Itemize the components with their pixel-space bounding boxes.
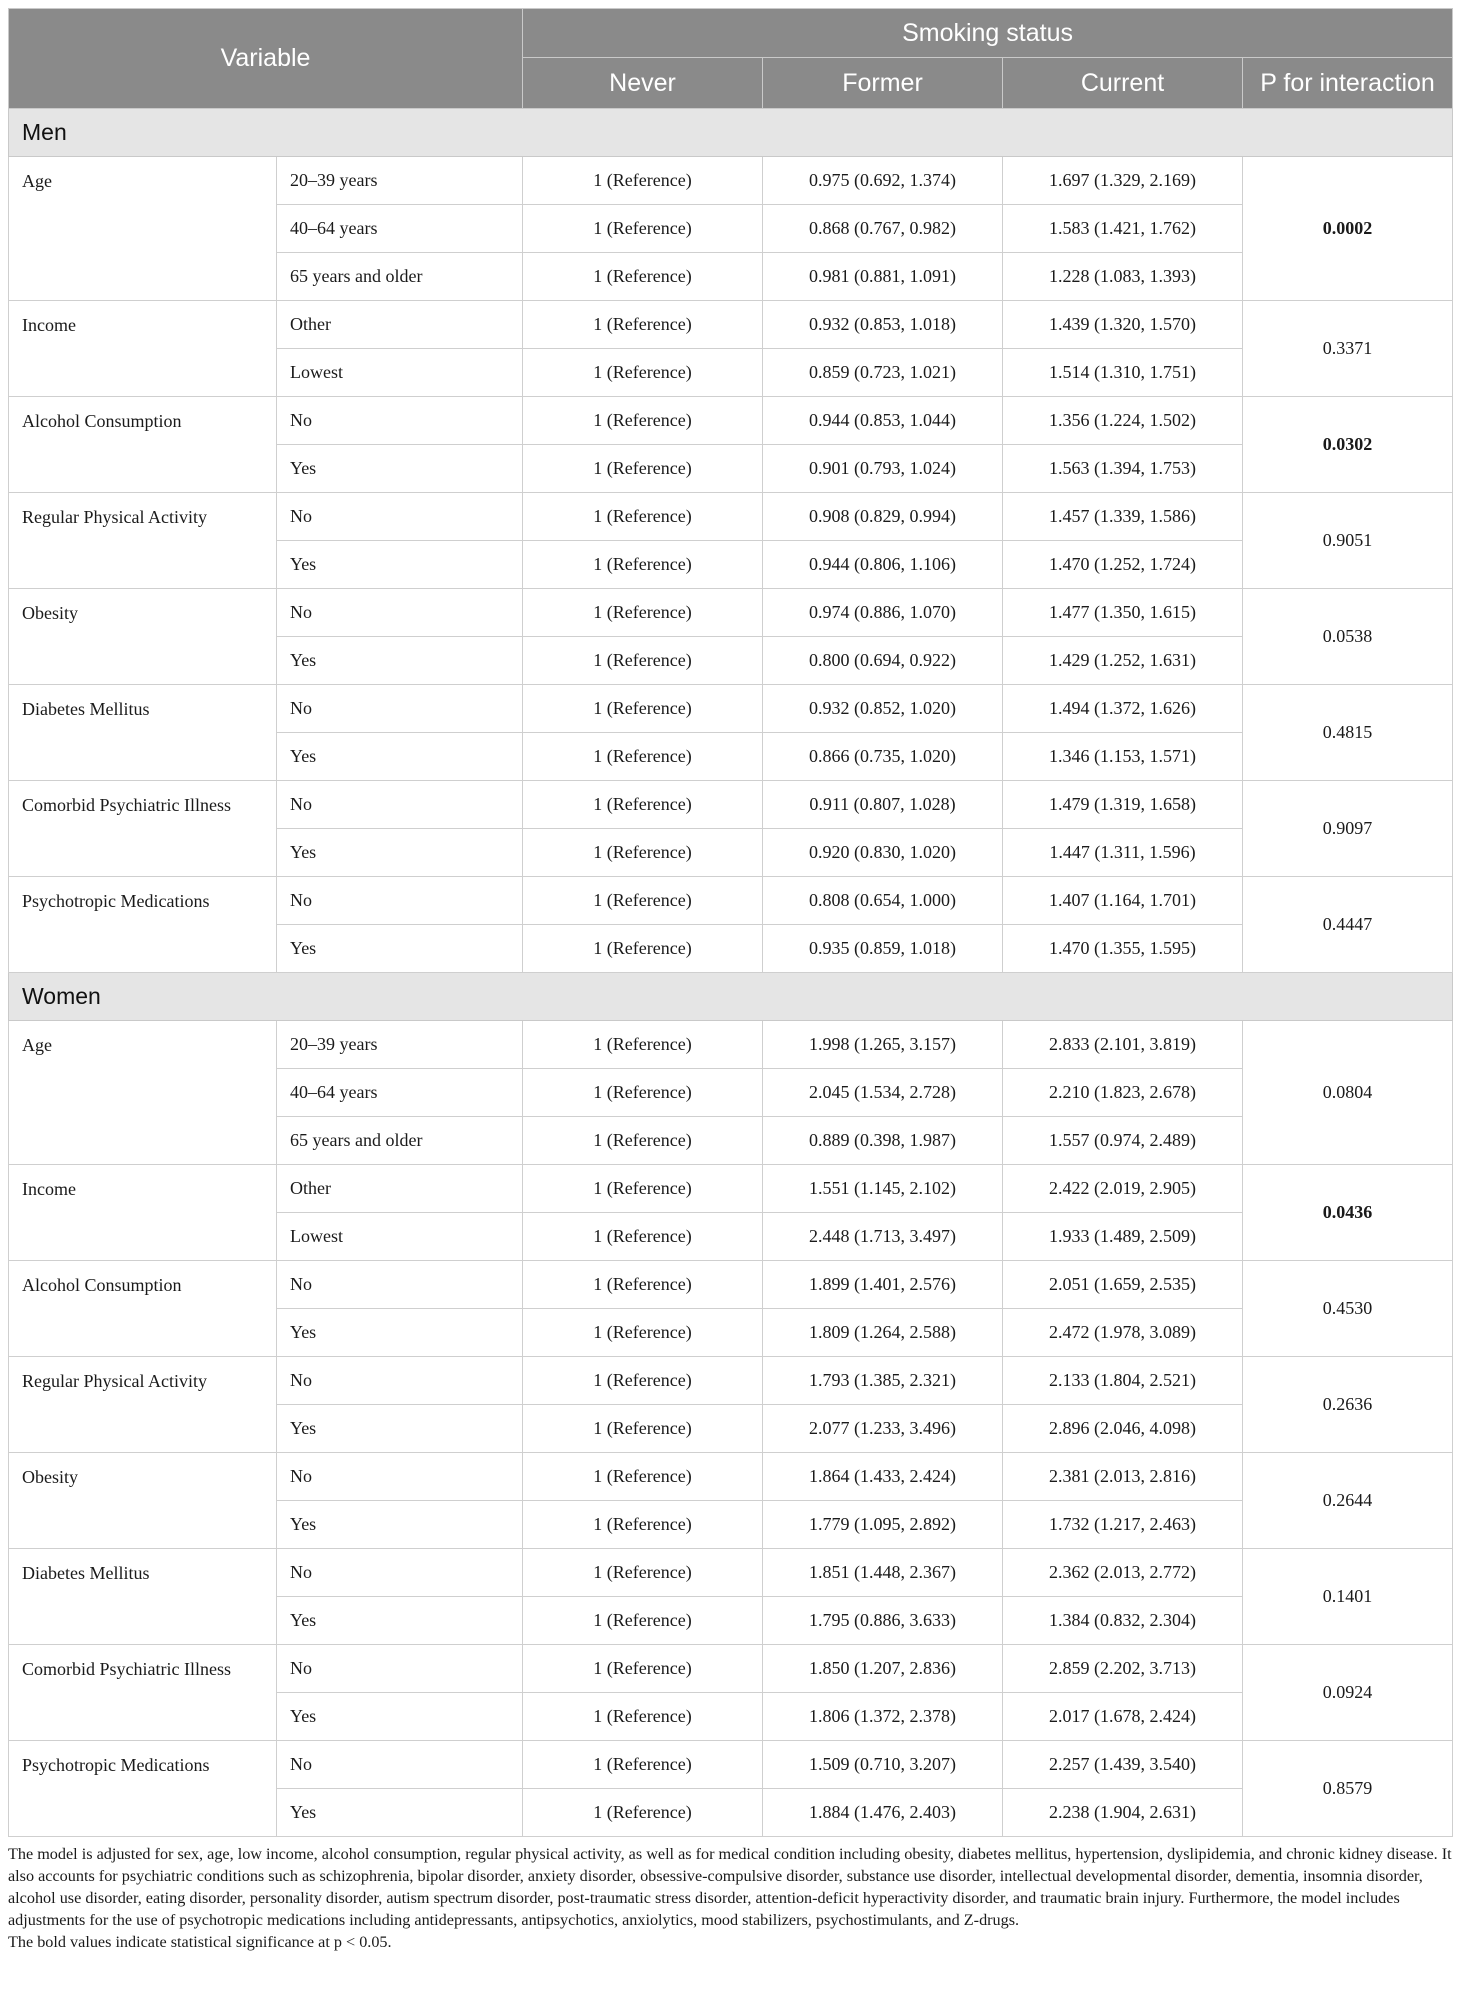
never-value: 1 (Reference) [523, 1789, 763, 1837]
level-label: Lowest [277, 1213, 523, 1261]
level-label: Yes [277, 1789, 523, 1837]
section-title: Men [9, 109, 1453, 157]
current-value: 1.384 (0.832, 2.304) [1003, 1597, 1243, 1645]
current-value: 2.859 (2.202, 3.713) [1003, 1645, 1243, 1693]
p-interaction-value: 0.9097 [1243, 781, 1453, 877]
current-value: 2.133 (1.804, 2.521) [1003, 1357, 1243, 1405]
footnote-adjustment: The model is adjusted for sex, age, low income, alcohol consumption, regular physical activity, as well as for medical condition including obesity, diabetes mellitus, hypertension, dyslipidemia, and chronic kidney disease. It also accounts for psychiatric conditions such as schizophrenia, bipolar disorder, anxiety disorder, obsessive-compulsive disorder, substance use disorder, intellectual developmental disorder, dementia, insomnia disorder, alcohol use disorder, eating disorder, personality disorder, autism spectrum disorder, post-traumatic stress disorder, attention-deficit hyperactivity disorder, and traumatic brain injury. Furthermore, the model includes adjustments for the use of psychotropic medications including antidepressants, antipsychotics, anxiolytics, mood stabilizers, psychostimulants, and Z-drugs. [8, 1845, 1452, 1929]
former-value: 0.944 (0.853, 1.044) [763, 397, 1003, 445]
never-value: 1 (Reference) [523, 541, 763, 589]
level-label: Yes [277, 541, 523, 589]
level-label: Other [277, 1165, 523, 1213]
level-label: No [277, 1645, 523, 1693]
level-label: No [277, 493, 523, 541]
current-value: 1.557 (0.974, 2.489) [1003, 1117, 1243, 1165]
table-row [9, 1453, 1453, 1501]
never-value: 1 (Reference) [523, 589, 763, 637]
never-value: 1 (Reference) [523, 1261, 763, 1309]
level-label: No [277, 1741, 523, 1789]
level-label: Yes [277, 1309, 523, 1357]
table-row [9, 1165, 1453, 1213]
table-row [9, 1549, 1453, 1597]
never-value: 1 (Reference) [523, 829, 763, 877]
variable-name: Alcohol Consumption [9, 1261, 277, 1357]
level-label: 65 years and older [277, 1117, 523, 1165]
never-value: 1 (Reference) [523, 733, 763, 781]
former-value: 1.809 (1.264, 2.588) [763, 1309, 1003, 1357]
level-label: No [277, 1261, 523, 1309]
never-value: 1 (Reference) [523, 445, 763, 493]
current-value: 2.896 (2.046, 4.098) [1003, 1405, 1243, 1453]
table-row [9, 1357, 1453, 1405]
table-row [9, 1741, 1453, 1789]
level-label: Yes [277, 1597, 523, 1645]
current-value: 1.356 (1.224, 1.502) [1003, 397, 1243, 445]
variable-name: Comorbid Psychiatric Illness [9, 781, 277, 877]
p-interaction-value: 0.3371 [1243, 301, 1453, 397]
results-table-container [8, 8, 1452, 1953]
former-value: 2.077 (1.233, 3.496) [763, 1405, 1003, 1453]
level-label: Other [277, 301, 523, 349]
former-value: 1.779 (1.095, 2.892) [763, 1501, 1003, 1549]
never-value: 1 (Reference) [523, 397, 763, 445]
p-interaction-value: 0.4815 [1243, 685, 1453, 781]
current-value: 1.439 (1.320, 1.570) [1003, 301, 1243, 349]
former-value: 1.551 (1.145, 2.102) [763, 1165, 1003, 1213]
variable-name: Obesity [9, 589, 277, 685]
former-value: 0.932 (0.853, 1.018) [763, 301, 1003, 349]
former-value: 2.045 (1.534, 2.728) [763, 1069, 1003, 1117]
p-interaction-value: 0.0302 [1243, 397, 1453, 493]
current-value: 2.238 (1.904, 2.631) [1003, 1789, 1243, 1837]
current-value: 2.362 (2.013, 2.772) [1003, 1549, 1243, 1597]
former-value: 1.998 (1.265, 3.157) [763, 1021, 1003, 1069]
current-value: 2.472 (1.978, 3.089) [1003, 1309, 1243, 1357]
level-label: Yes [277, 1501, 523, 1549]
never-value: 1 (Reference) [523, 1501, 763, 1549]
table-header [9, 9, 1453, 109]
p-interaction-value: 0.2636 [1243, 1357, 1453, 1453]
never-value: 1 (Reference) [523, 301, 763, 349]
current-value: 1.514 (1.310, 1.751) [1003, 349, 1243, 397]
current-value: 1.479 (1.319, 1.658) [1003, 781, 1243, 829]
level-label: Yes [277, 1405, 523, 1453]
interaction-table [8, 8, 1453, 1837]
former-value: 0.808 (0.654, 1.000) [763, 877, 1003, 925]
former-value: 2.448 (1.713, 3.497) [763, 1213, 1003, 1261]
variable-name: Comorbid Psychiatric Illness [9, 1645, 277, 1741]
current-value: 1.583 (1.421, 1.762) [1003, 205, 1243, 253]
table-row [9, 781, 1453, 829]
table-row [9, 1261, 1453, 1309]
former-value: 0.800 (0.694, 0.922) [763, 637, 1003, 685]
table-row [9, 1645, 1453, 1693]
level-label: 20–39 years [277, 1021, 523, 1069]
never-value: 1 (Reference) [523, 781, 763, 829]
variable-name: Psychotropic Medications [9, 1741, 277, 1837]
level-label: Yes [277, 637, 523, 685]
never-value: 1 (Reference) [523, 1021, 763, 1069]
p-interaction-value: 0.0924 [1243, 1645, 1453, 1741]
current-value: 1.447 (1.311, 1.596) [1003, 829, 1243, 877]
former-value: 0.911 (0.807, 1.028) [763, 781, 1003, 829]
p-interaction-value: 0.9051 [1243, 493, 1453, 589]
variable-name: Regular Physical Activity [9, 493, 277, 589]
level-label: Lowest [277, 349, 523, 397]
never-value: 1 (Reference) [523, 1069, 763, 1117]
former-value: 1.864 (1.433, 2.424) [763, 1453, 1003, 1501]
never-value: 1 (Reference) [523, 1645, 763, 1693]
former-value: 1.795 (0.886, 3.633) [763, 1597, 1003, 1645]
never-value: 1 (Reference) [523, 1453, 763, 1501]
current-value: 1.933 (1.489, 2.509) [1003, 1213, 1243, 1261]
header-former: Former [763, 58, 1003, 109]
former-value: 0.868 (0.767, 0.982) [763, 205, 1003, 253]
section-header-men [9, 109, 1453, 157]
variable-name: Obesity [9, 1453, 277, 1549]
current-value: 1.470 (1.355, 1.595) [1003, 925, 1243, 973]
current-value: 1.228 (1.083, 1.393) [1003, 253, 1243, 301]
p-interaction-value: 0.4530 [1243, 1261, 1453, 1357]
section-title: Women [9, 973, 1453, 1021]
never-value: 1 (Reference) [523, 1309, 763, 1357]
level-label: No [277, 1549, 523, 1597]
current-value: 2.257 (1.439, 3.540) [1003, 1741, 1243, 1789]
former-value: 0.920 (0.830, 1.020) [763, 829, 1003, 877]
level-label: 20–39 years [277, 157, 523, 205]
current-value: 2.422 (2.019, 2.905) [1003, 1165, 1243, 1213]
variable-name: Diabetes Mellitus [9, 1549, 277, 1645]
level-label: No [277, 589, 523, 637]
p-interaction-value: 0.0804 [1243, 1021, 1453, 1165]
former-value: 0.975 (0.692, 1.374) [763, 157, 1003, 205]
header-p-for-interaction: P for interaction [1243, 58, 1453, 109]
p-interaction-value: 0.0538 [1243, 589, 1453, 685]
former-value: 1.850 (1.207, 2.836) [763, 1645, 1003, 1693]
level-label: Yes [277, 733, 523, 781]
never-value: 1 (Reference) [523, 253, 763, 301]
former-value: 1.851 (1.448, 2.367) [763, 1549, 1003, 1597]
current-value: 1.494 (1.372, 1.626) [1003, 685, 1243, 733]
former-value: 1.884 (1.476, 2.403) [763, 1789, 1003, 1837]
former-value: 0.859 (0.723, 1.021) [763, 349, 1003, 397]
current-value: 1.429 (1.252, 1.631) [1003, 637, 1243, 685]
never-value: 1 (Reference) [523, 1117, 763, 1165]
table-row [9, 685, 1453, 733]
variable-name: Psychotropic Medications [9, 877, 277, 973]
variable-name: Age [9, 1021, 277, 1165]
level-label: No [277, 397, 523, 445]
p-interaction-value: 0.8579 [1243, 1741, 1453, 1837]
never-value: 1 (Reference) [523, 1165, 763, 1213]
current-value: 2.381 (2.013, 2.816) [1003, 1453, 1243, 1501]
never-value: 1 (Reference) [523, 157, 763, 205]
level-label: Yes [277, 925, 523, 973]
never-value: 1 (Reference) [523, 493, 763, 541]
level-label: No [277, 685, 523, 733]
variable-name: Diabetes Mellitus [9, 685, 277, 781]
header-variable: Variable [9, 9, 523, 109]
current-value: 1.407 (1.164, 1.701) [1003, 877, 1243, 925]
never-value: 1 (Reference) [523, 637, 763, 685]
current-value: 1.563 (1.394, 1.753) [1003, 445, 1243, 493]
level-label: Yes [277, 829, 523, 877]
former-value: 0.901 (0.793, 1.024) [763, 445, 1003, 493]
table-row [9, 493, 1453, 541]
current-value: 1.470 (1.252, 1.724) [1003, 541, 1243, 589]
never-value: 1 (Reference) [523, 1741, 763, 1789]
p-interaction-value: 0.0436 [1243, 1165, 1453, 1261]
former-value: 1.806 (1.372, 2.378) [763, 1693, 1003, 1741]
never-value: 1 (Reference) [523, 685, 763, 733]
former-value: 0.935 (0.859, 1.018) [763, 925, 1003, 973]
current-value: 2.051 (1.659, 2.535) [1003, 1261, 1243, 1309]
current-value: 1.697 (1.329, 2.169) [1003, 157, 1243, 205]
footnote-bold: The bold values indicate statistical significance at p < 0.05. [8, 1933, 392, 1951]
header-smoking-status: Smoking status [523, 9, 1453, 58]
level-label: No [277, 1357, 523, 1405]
former-value: 0.944 (0.806, 1.106) [763, 541, 1003, 589]
current-value: 2.210 (1.823, 2.678) [1003, 1069, 1243, 1117]
never-value: 1 (Reference) [523, 877, 763, 925]
current-value: 1.346 (1.153, 1.571) [1003, 733, 1243, 781]
level-label: No [277, 781, 523, 829]
former-value: 0.908 (0.829, 0.994) [763, 493, 1003, 541]
never-value: 1 (Reference) [523, 1693, 763, 1741]
current-value: 2.017 (1.678, 2.424) [1003, 1693, 1243, 1741]
level-label: No [277, 1453, 523, 1501]
p-interaction-value: 0.2644 [1243, 1453, 1453, 1549]
current-value: 1.477 (1.350, 1.615) [1003, 589, 1243, 637]
former-value: 0.889 (0.398, 1.987) [763, 1117, 1003, 1165]
never-value: 1 (Reference) [523, 1405, 763, 1453]
p-interaction-value: 0.0002 [1243, 157, 1453, 301]
table-row [9, 157, 1453, 205]
never-value: 1 (Reference) [523, 349, 763, 397]
table-row [9, 877, 1453, 925]
current-value: 1.457 (1.339, 1.586) [1003, 493, 1243, 541]
section-header-women [9, 973, 1453, 1021]
former-value: 0.981 (0.881, 1.091) [763, 253, 1003, 301]
former-value: 0.974 (0.886, 1.070) [763, 589, 1003, 637]
never-value: 1 (Reference) [523, 1549, 763, 1597]
level-label: 40–64 years [277, 1069, 523, 1117]
never-value: 1 (Reference) [523, 1597, 763, 1645]
p-interaction-value: 0.4447 [1243, 877, 1453, 973]
former-value: 1.793 (1.385, 2.321) [763, 1357, 1003, 1405]
header-never: Never [523, 58, 763, 109]
level-label: 40–64 years [277, 205, 523, 253]
header-current: Current [1003, 58, 1243, 109]
never-value: 1 (Reference) [523, 925, 763, 973]
former-value: 0.932 (0.852, 1.020) [763, 685, 1003, 733]
table-body [9, 109, 1453, 1837]
level-label: 65 years and older [277, 253, 523, 301]
table-row [9, 1021, 1453, 1069]
table-row [9, 589, 1453, 637]
current-value: 2.833 (2.101, 3.819) [1003, 1021, 1243, 1069]
former-value: 0.866 (0.735, 1.020) [763, 733, 1003, 781]
former-value: 1.509 (0.710, 3.207) [763, 1741, 1003, 1789]
current-value: 1.732 (1.217, 2.463) [1003, 1501, 1243, 1549]
never-value: 1 (Reference) [523, 205, 763, 253]
level-label: Yes [277, 1693, 523, 1741]
never-value: 1 (Reference) [523, 1357, 763, 1405]
former-value: 1.899 (1.401, 2.576) [763, 1261, 1003, 1309]
variable-name: Regular Physical Activity [9, 1357, 277, 1453]
table-row [9, 397, 1453, 445]
p-interaction-value: 0.1401 [1243, 1549, 1453, 1645]
variable-name: Age [9, 157, 277, 301]
never-value: 1 (Reference) [523, 1213, 763, 1261]
variable-name: Income [9, 301, 277, 397]
table-row [9, 301, 1453, 349]
variable-name: Alcohol Consumption [9, 397, 277, 493]
level-label: No [277, 877, 523, 925]
level-label: Yes [277, 445, 523, 493]
variable-name: Income [9, 1165, 277, 1261]
table-footnote [8, 1843, 1452, 1953]
